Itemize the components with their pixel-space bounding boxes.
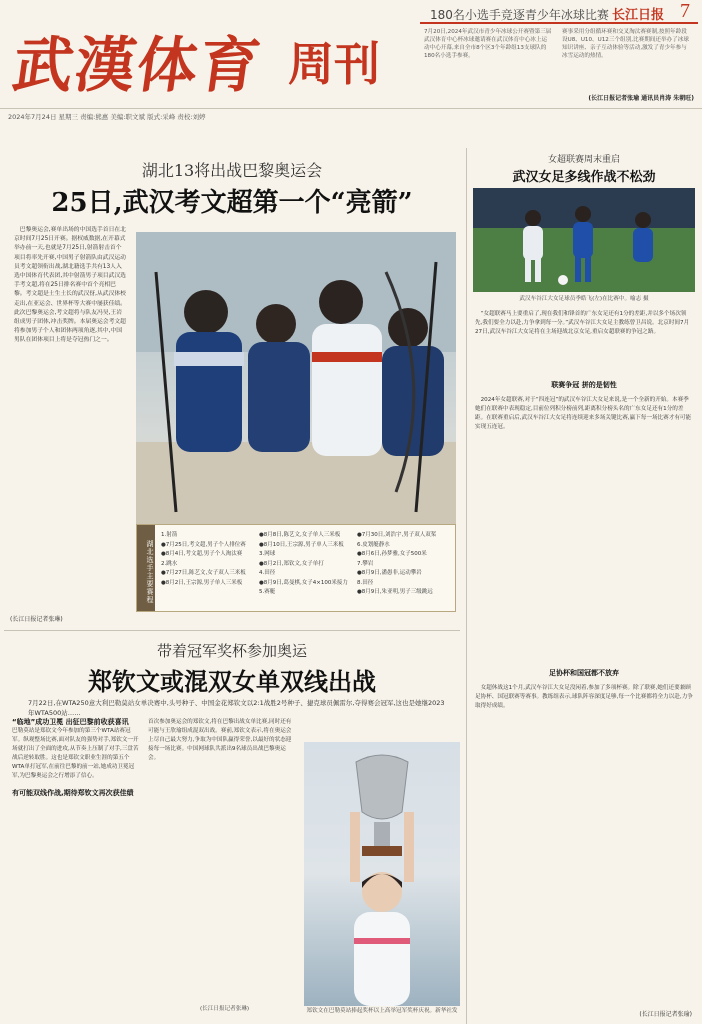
second-col-a — [12, 718, 140, 798]
schedule-title: 湖北选手主要赛程 — [137, 525, 155, 611]
second-article — [4, 640, 460, 1020]
archery-photo-illustration — [136, 232, 456, 524]
schedule-line: ●8月2日,郑钦文,女子单打 — [259, 560, 324, 567]
schedule-line: 6.皮划艇静水 — [357, 541, 390, 548]
tennis-trophy-photo — [304, 742, 460, 1006]
second-kicker: 带着冠军奖杯参加奥运 — [156, 642, 307, 660]
top-brief-col-1: 7月20日,2024年武汉市青少年冰球公开赛暨第三届武汉体育中心杯冰球邀请赛在武汉体育中心冰上运动中心开幕,来自全市8个区3个年龄组13支球队的180名小选手参赛。 — [424, 29, 552, 59]
football-photo-illustration — [473, 188, 695, 292]
schedule-col-2 — [259, 531, 355, 598]
right-kicker: 女超联赛周末重启 — [547, 155, 620, 165]
second-subhead-1: “临地”成功卫冕 出征巴黎前收获喜讯 — [12, 718, 129, 726]
archery-team-photo — [136, 232, 456, 524]
right-para-1: “女超联赛马上要重启了,现在我们和锋首的广东女足还有1分的差距,并以多个场次领先,我们要全力以赴,力争拿到每一分。”武汉车谷江大女足主教练曾卫昌说。北京时间7月27日,武汉车谷江大女足将在主场迎战北京女足,重启女超联赛的争冠之路。 — [475, 311, 690, 335]
schedule-col-3 — [357, 531, 453, 598]
schedule-line: 8.田径 — [357, 579, 374, 586]
top-brief-box — [420, 22, 698, 104]
right-para-2: 2024年女超联赛,对于“四连冠”的武汉车谷江大女足来说,是一个全新的开始。本赛季她们在联赛中表现稳定,目前位列积分榜前列,距离积分榜头名的广东女足还有1分的差距。在联赛重启后,武汉车谷江大女足将连续迎来多场关键比赛,赢下每一场比赛才有可能实现五连冠。 — [475, 397, 692, 430]
football-photo — [473, 188, 695, 292]
second-lede: 7月22日,在WTA250意大利巴勒莫站女单决赛中,头号种子、中国金花郑钦文以2:1战胜2号种子、捷克球员佩雷尔,夺得赛会冠军,这也是她继2023年WTA500站…… — [28, 699, 445, 717]
schedule-line: 3.网球 — [259, 551, 276, 557]
second-col-b: 首次参加奥运会的郑钦文,将在巴黎出战女单比赛,同时还有可能与王欣瑜组成混双出战。赛前,郑钦文表示,将在奥运会上尽自己最大努力,争取为中国队赢得荣誉,以最好的状态迎接每一场比赛。中国网球队共派出9名球员出战巴黎奥运会。 — [148, 719, 292, 761]
tennis-photo-illustration — [304, 742, 460, 1006]
masthead-supplement-title: 周刊 — [288, 37, 380, 91]
schedule-line: ●8月9日,葛曼棋,女子4×100米接力 — [259, 579, 348, 586]
right-subhead-1: 联赛争冠 拼的是韧性 — [551, 381, 617, 389]
page-number: 7 — [680, 0, 690, 22]
schedule-col-1 — [161, 531, 257, 588]
top-brief-headline: 180名小选手竞逐青少年冰球比赛 — [430, 8, 609, 22]
schedule-line: ●8月9日,潘愚非,运动攀岩 — [357, 570, 422, 576]
schedule-line: ●8月2日,王宗源,男子单人三米板 — [161, 579, 243, 586]
second-headline: 郑钦文或混双女单双线出战 — [88, 667, 376, 696]
second-subhead-2: 有可能双线作战,期待郑钦文再次获佳绩 — [12, 789, 134, 797]
masthead — [0, 0, 702, 112]
schedule-line: 7.攀岩 — [357, 560, 374, 567]
schedule-line: ●8月6日,孙梦雅,女子500米 — [357, 551, 427, 557]
main-sign: (长江日报记者张琳) — [10, 616, 63, 623]
schedule-line: 1.射箭 — [161, 532, 178, 538]
right-article — [466, 148, 698, 1024]
section-divider — [4, 630, 460, 631]
schedule-box — [136, 524, 456, 612]
schedule-line: ●7月30日,刘浩宇,男子双人双桨 — [357, 532, 437, 538]
paper-name: 长江日报 — [612, 8, 665, 23]
schedule-line: 2.跳水 — [161, 560, 178, 567]
masthead-logo: 武漢体育 — [8, 31, 267, 101]
main-headline: 25日,武汉考文超第一个“亮箭” — [51, 188, 413, 218]
schedule-line: 4.田径 — [259, 570, 276, 576]
second-sign: (长江日报记者张琳) — [200, 1006, 250, 1012]
dateline: 2024年7月24日 星期三 责编:熊惠 美编:职文斌 版式:采峰 责校:刘婷 — [0, 108, 702, 124]
schedule-line: ●7月27日,陈艺文,女子双人三米板 — [161, 570, 246, 576]
schedule-line: ●8月10日,王宗源,男子单人三米板 — [259, 541, 344, 548]
right-headline: 武汉女足多线作战不松劲 — [512, 170, 656, 185]
right-sign: (长江日报记者张瑜) — [639, 1011, 692, 1018]
top-brief-col-2: 赛事采用分组循环赛和交叉淘汰赛赛制,按照年龄段设U8、U10、U12三个组别,比赛期间还举办了冰球知识讲座、亲子互动体验等活动,激发了青少年参与冰雪运动的热情。 — [562, 29, 689, 59]
football-photo-caption: 武汉车谷江大女足球员季皓飞(左)在比赛中。喻志 摄 — [519, 296, 649, 302]
right-subhead-2: 足协杯和国冠都不放弃 — [549, 669, 619, 677]
right-para-3: 女超休战这1个月,武汉车谷江大女足没闲着,参加了多项杯赛。除了联赛,她们还要兼顾足协杯、国冠联赛等赛事。教练组表示,球队阵容深度足够,每一个比赛都将全力以赴,力争取得好成绩。 — [475, 685, 693, 709]
main-kicker: 湖北13将出战巴黎奥运会 — [141, 161, 323, 180]
schedule-line: ●8月8日,陈艺文,女子单人三米板 — [259, 532, 341, 538]
second-col-a-text: 巴勒莫站是郑钦文今年参加的第三个WTA站赛冠军。纵观整场比赛,面对队友的强势对手,郑钦文一开场就打出了全面的进攻,从节奏上压制了对手,三盘苦战后逆转取胜。这也是郑钦文职业生涯的第五个WTA单打冠军,在前往巴黎的前一站,她成功卫冕冠军,为巴黎奥运会之行增添了信心。 — [12, 728, 139, 779]
top-brief-sign: (长江日报记者张瑜 通讯员肖涛 朱朝旺) — [588, 95, 694, 102]
schedule-line: ●8月9日,朱亚明,男子三级跳远 — [357, 589, 433, 595]
schedule-line: ●8月4日,考文超,男子个人淘汰赛 — [161, 551, 243, 557]
schedule-line: ●7月25日,考文超,男子个人排位赛 — [161, 541, 246, 548]
schedule-line: 5.赛艇 — [259, 589, 276, 595]
main-body: 巴黎奥运会,赛单出场的中国选手首日在北京时间7月25日开赛。据权威数据,在开幕式举办前一天,也就是7月25日,射箭射击首个项目将率先开赛,中国男子射箭队由武汉运动员考文超领衔出战,湖北籍选手共有13人入选中国体育代表团,其中射箭男子项目武汉选手考文超,将在25日排名赛中首个亮相巴黎。考文超是土生土长的武汉伢,从武汉体校走出,在亚运会、世界杯等大赛中屡获佳绩。此次巴黎奥运会,考文超将与队友冯昊,王岩组成男子团体,冲击奖牌。本届奥运会考文超将参加男子个人和团体两项角逐,其中,中国男队在团体项目上将是夺冠热门之一。 — [14, 227, 126, 344]
tennis-photo-caption: 郑钦文在巴勒莫站捧起奖杯以上高举冠军奖杯庆祝。新华社发 — [306, 1008, 458, 1014]
